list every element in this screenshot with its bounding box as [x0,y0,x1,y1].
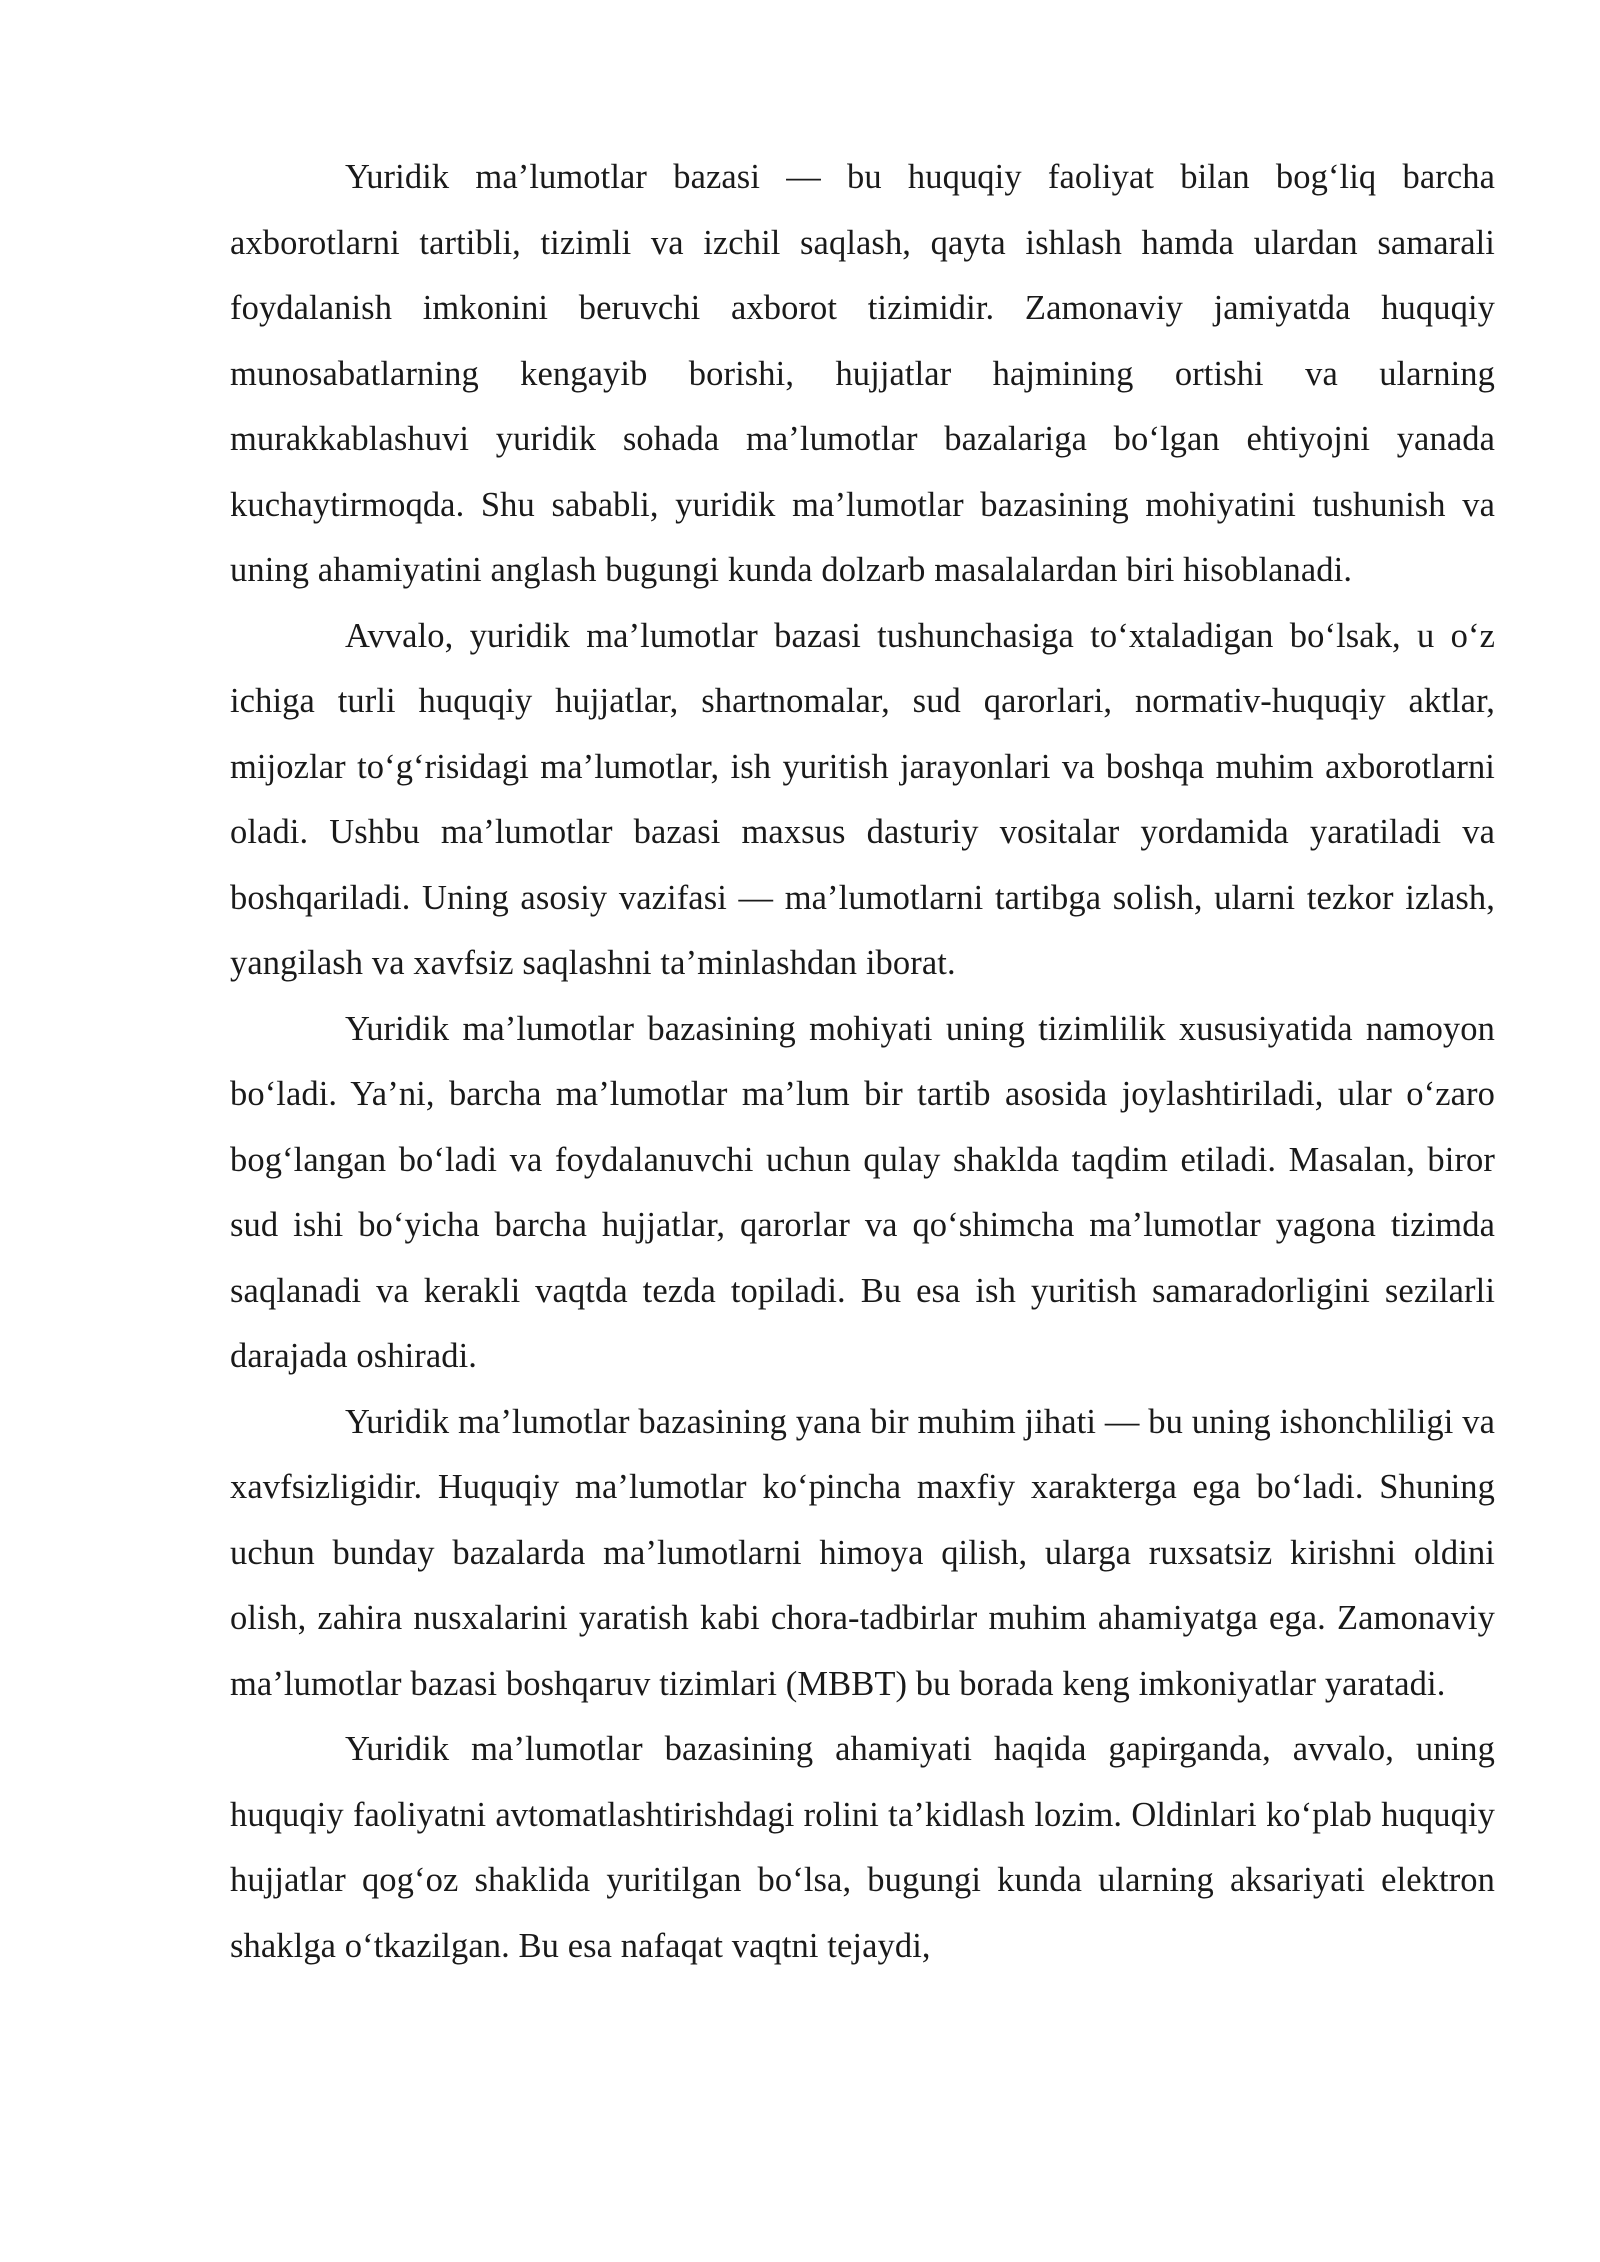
paragraph-3: Yuridik ma’lumotlar bazasining mohiyati uning tizimlilik xususiyatida namoyon bo‘ladi. Ya’ni, barcha ma’lumotlar ma’lum bir tartib asosida joylashtiriladi, ular o‘zaro bog‘langan bo‘ladi va foydalanuvchi uchun qulay shaklda taqdim etiladi. Masalan, biror sud ishi bo‘yicha barcha hujjatlar, qarorlar va qo‘shimcha ma’lumotlar yagona tizimda saqlanadi va kerakli vaqtda tezda topiladi. Bu esa ish yuritish samaradorligini sezilarli darajada oshiradi. [230,1009,1495,1375]
document-body [230,145,1495,1979]
paragraph-2: Avvalo, yuridik ma’lumotlar bazasi tushunchasiga to‘xtaladigan bo‘lsak, u o‘z ichiga turli huquqiy hujjatlar, shartnomalar, sud qarorlari, normativ-huquqiy aktlar, mijozlar to‘g‘risidagi ma’lumotlar, ish yuritish jarayonlari va boshqa muhim axborotlarni oladi. Ushbu ma’lumotlar bazasi maxsus dasturiy vositalar yordamida yaratiladi va boshqariladi. Uning asosiy vazifasi — ma’lumotlarni tartibga solish, ularni tezkor izlash, yangilash va xavfsiz saqlashni ta’minlashdan iborat. [230,616,1495,982]
paragraph-5: Yuridik ma’lumotlar bazasining ahamiyati haqida gapirganda, avvalo, uning huquqiy faoliyatni avtomatlashtirishdagi rolini ta’kidlash lozim. Oldinlari ko‘plab huquqiy hujjatlar qog‘oz shaklida yuritilgan bo‘lsa, bugungi kunda ularning aksariyati elektron shaklga o‘tkazilgan. Bu esa nafaqat vaqtni tejaydi, [230,1730,1495,1965]
paragraph-4: Yuridik ma’lumotlar bazasining yana bir muhim jihati — bu uning ishonchliligi va xavfsizligidir. Huquqiy ma’lumotlar ko‘pincha maxfiy xarakterga ega bo‘ladi. Shuning uchun bunday bazalarda ma’lumotlarni himoya qilish, ularga ruxsatsiz kirishni oldini olish, zahira nusxalarini yaratish kabi chora-tadbirlar muhim ahamiyatga ega. Zamonaviy ma’lumotlar bazasi boshqaruv tizimlari (MBBT) bu borada keng imkoniyatlar yaratadi. [230,1402,1495,1703]
paragraph-1: Yuridik ma’lumotlar bazasi — bu huquqiy faoliyat bilan bog‘liq barcha axborotlarni tartibli, tizimli va izchil saqlash, qayta ishlash hamda ulardan samarali foydalanish imkonini beruvchi axborot tizimidir. Zamonaviy jamiyatda huquqiy munosabatlarning kengayib borishi, hujjatlar hajmining ortishi va ularning murakkablashuvi yuridik sohada ma’lumotlar bazalariga bo‘lgan ehtiyojni yanada kuchaytirmoqda. Shu sababli, yuridik ma’lumotlar bazasining mohiyatini tushunish va uning ahamiyatini anglash bugungi kunda dolzarb masalalardan biri hisoblanadi. [230,158,1495,589]
